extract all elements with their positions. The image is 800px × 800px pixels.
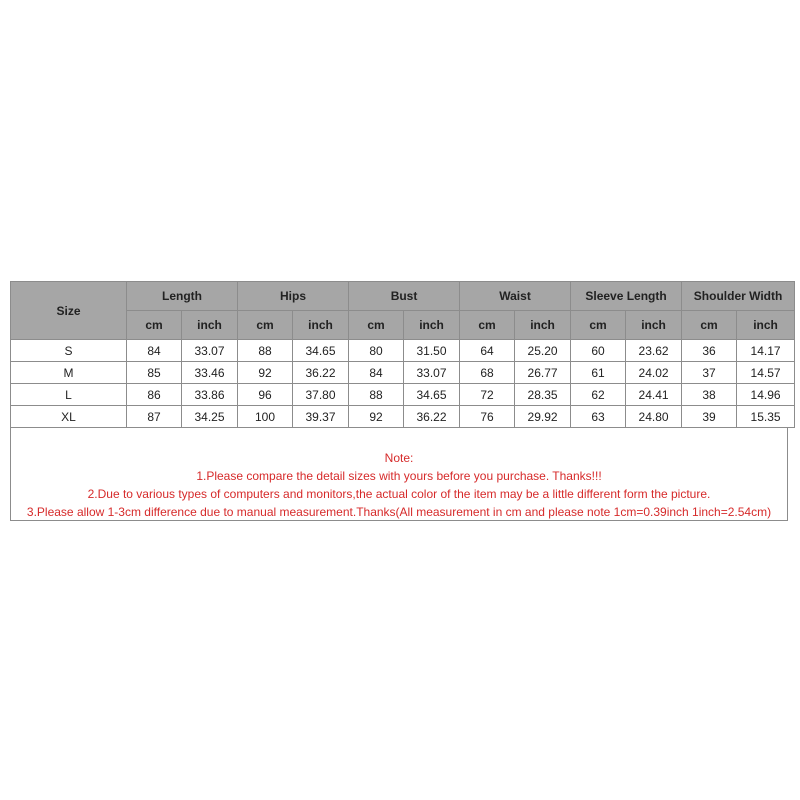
table-cell: 24.02 xyxy=(626,362,682,384)
size-chart xyxy=(10,281,790,521)
table-cell: 33.07 xyxy=(182,340,238,362)
table-cell: 33.86 xyxy=(182,384,238,406)
size-cell: M xyxy=(11,362,127,384)
table-cell: 24.41 xyxy=(626,384,682,406)
table-cell: 36 xyxy=(682,340,737,362)
table-cell: 23.62 xyxy=(626,340,682,362)
shoulder-width-header: Shoulder Width xyxy=(682,282,795,311)
size-cell: S xyxy=(11,340,127,362)
table-cell: 68 xyxy=(460,362,515,384)
note-line-1: 1.Please compare the detail sizes with yours before you purchase. Thanks!!! xyxy=(196,469,602,483)
table-cell: 60 xyxy=(571,340,626,362)
table-cell: 88 xyxy=(349,384,404,406)
table-cell: 33.07 xyxy=(404,362,460,384)
table-row xyxy=(11,406,795,428)
unit-inch-header: inch xyxy=(404,311,460,340)
length-header: Length xyxy=(127,282,238,311)
table-cell: 34.25 xyxy=(182,406,238,428)
header-row-units xyxy=(11,311,795,340)
table-cell: 33.46 xyxy=(182,362,238,384)
table-row xyxy=(11,340,795,362)
unit-inch-header: inch xyxy=(626,311,682,340)
unit-inch-header: inch xyxy=(182,311,238,340)
unit-inch-header: inch xyxy=(293,311,349,340)
table-cell: 92 xyxy=(238,362,293,384)
waist-header: Waist xyxy=(460,282,571,311)
bust-header: Bust xyxy=(349,282,460,311)
unit-inch-header: inch xyxy=(515,311,571,340)
note-line-3: 3.Please allow 1-3cm difference due to manual measurement.Thanks(All measurement in cm and please note 1cm=0.39inch 1inch=2.54cm) xyxy=(26,505,772,519)
table-cell: 37.80 xyxy=(293,384,349,406)
unit-cm-header: cm xyxy=(127,311,182,340)
table-cell: 29.92 xyxy=(515,406,571,428)
table-row xyxy=(11,362,795,384)
table-cell: 31.50 xyxy=(404,340,460,362)
note-title: Note: xyxy=(384,451,414,465)
table-cell: 36.22 xyxy=(404,406,460,428)
size-column-header: Size xyxy=(11,282,127,340)
table-cell: 38 xyxy=(682,384,737,406)
size-table xyxy=(10,281,795,428)
table-cell: 88 xyxy=(238,340,293,362)
table-cell: 84 xyxy=(349,362,404,384)
table-cell: 36.22 xyxy=(293,362,349,384)
header-row-groups xyxy=(11,282,795,311)
unit-cm-header: cm xyxy=(571,311,626,340)
table-cell: 14.57 xyxy=(737,362,795,384)
table-cell: 85 xyxy=(127,362,182,384)
note-line-2: 2.Due to various types of computers and monitors,the actual color of the item may be a little different form the picture. xyxy=(87,487,711,501)
unit-inch-header: inch xyxy=(737,311,795,340)
table-cell: 28.35 xyxy=(515,384,571,406)
table-cell: 24.80 xyxy=(626,406,682,428)
sleeve-length-header: Sleeve Length xyxy=(571,282,682,311)
table-row xyxy=(11,384,795,406)
size-cell: XL xyxy=(11,406,127,428)
table-cell: 14.17 xyxy=(737,340,795,362)
table-cell: 84 xyxy=(127,340,182,362)
table-cell: 61 xyxy=(571,362,626,384)
table-cell: 100 xyxy=(238,406,293,428)
table-cell: 14.96 xyxy=(737,384,795,406)
table-cell: 26.77 xyxy=(515,362,571,384)
notes-box xyxy=(10,428,788,521)
table-cell: 87 xyxy=(127,406,182,428)
hips-header: Hips xyxy=(238,282,349,311)
table-cell: 64 xyxy=(460,340,515,362)
table-cell: 76 xyxy=(460,406,515,428)
table-cell: 72 xyxy=(460,384,515,406)
table-cell: 34.65 xyxy=(404,384,460,406)
table-cell: 25.20 xyxy=(515,340,571,362)
table-cell: 37 xyxy=(682,362,737,384)
unit-cm-header: cm xyxy=(460,311,515,340)
unit-cm-header: cm xyxy=(349,311,404,340)
table-cell: 39.37 xyxy=(293,406,349,428)
table-cell: 86 xyxy=(127,384,182,406)
table-cell: 96 xyxy=(238,384,293,406)
table-cell: 39 xyxy=(682,406,737,428)
table-cell: 92 xyxy=(349,406,404,428)
table-cell: 63 xyxy=(571,406,626,428)
table-cell: 62 xyxy=(571,384,626,406)
unit-cm-header: cm xyxy=(238,311,293,340)
unit-cm-header: cm xyxy=(682,311,737,340)
table-cell: 80 xyxy=(349,340,404,362)
size-cell: L xyxy=(11,384,127,406)
table-cell: 15.35 xyxy=(737,406,795,428)
table-cell: 34.65 xyxy=(293,340,349,362)
